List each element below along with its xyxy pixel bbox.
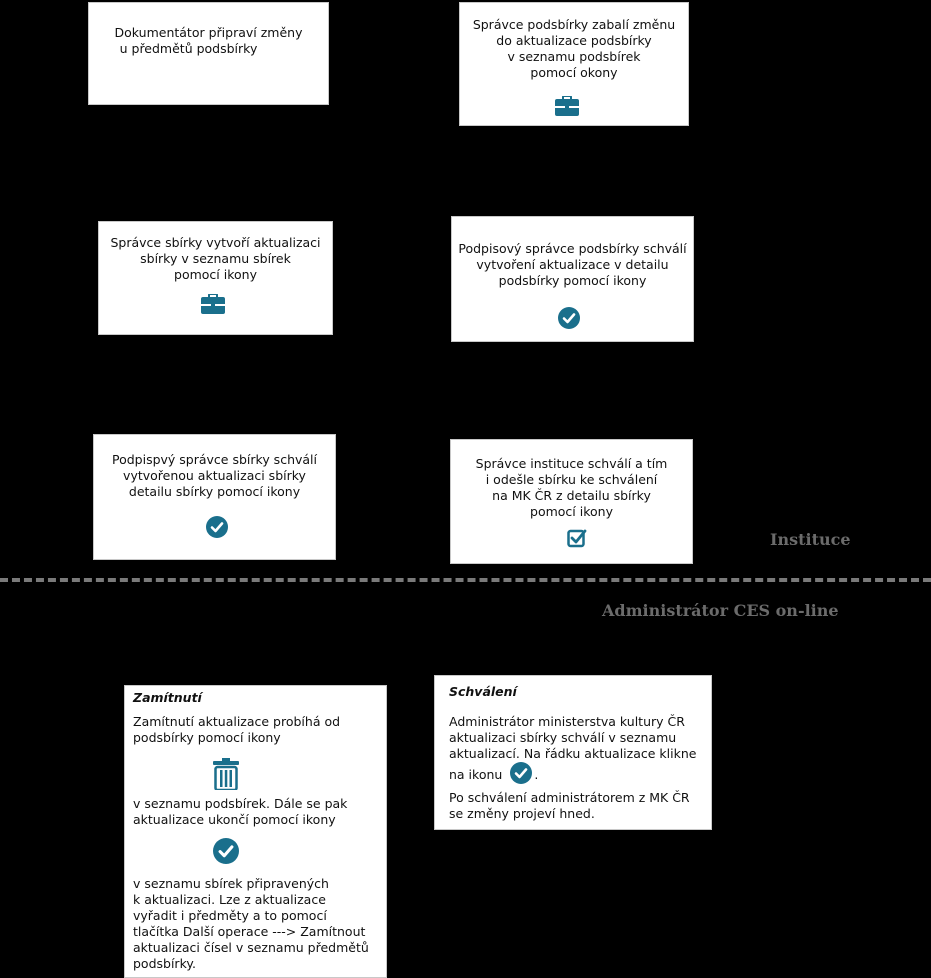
check-circle-icon: [558, 307, 580, 329]
check-square-icon: [567, 528, 587, 548]
note-text-line: Po schválení administrátorem z MK ČR: [449, 790, 690, 805]
note-text-line-with-icon: [449, 762, 705, 784]
step-prepare-changes: [88, 2, 329, 105]
step-package-change: [459, 2, 689, 126]
step-text-line: detailu sbírky pomocí ikony: [128, 484, 301, 499]
note-text-line: v seznamu podsbírek. Dále se pak: [133, 796, 348, 811]
step-text-line: Správce sbírky vytvoří aktualizaci: [110, 235, 321, 250]
approval-note: [434, 675, 712, 830]
note-text-line: vyřadit i předměty a to pomocí: [133, 908, 327, 923]
note-text-line: aktualizaci sbírky schválí v seznamu: [449, 730, 677, 745]
note-text-line: aktualizace ukončí pomocí ikony: [133, 812, 336, 827]
note-text-line: .: [534, 767, 539, 782]
note-text-line: Administrátor ministerstva kultury ČR: [449, 714, 685, 729]
rejection-title: Zamítnutí: [133, 690, 202, 705]
check-circle-icon: [510, 762, 532, 784]
step-text-line: vytvoření aktualizace v detailu: [476, 257, 669, 272]
briefcase-icon: [201, 294, 225, 314]
step-text-line: sbírky v seznamu sbírek: [140, 251, 291, 266]
step-institution-approve-send: [450, 439, 693, 564]
step-text-line: Správce instituce schválí a tím: [475, 456, 668, 471]
step-text-line: pomocí ikony: [174, 267, 257, 282]
step-text-line: podsbírky pomocí ikony: [498, 273, 647, 288]
note-text-line: na ikonu: [449, 767, 503, 782]
trash-icon: [213, 758, 239, 790]
step-text-line: pomocí ikony: [530, 504, 613, 519]
lane-label-admin: Administrátor CES on-line: [602, 601, 839, 620]
note-text-line: podsbírky pomocí ikony: [133, 730, 281, 745]
step-text-line: Správce podsbírky zabalí změnu: [472, 17, 676, 32]
step-text-line: u předmětů podsbírky: [119, 41, 258, 56]
note-text-line: aktualizací. Na řádku aktualizace klikne: [449, 746, 697, 761]
note-text-line: v seznamu sbírek připravených: [133, 876, 329, 891]
note-text-line: podsbírky.: [133, 956, 196, 971]
step-text-line: pomocí okony: [530, 65, 618, 80]
step-text-line: Podpisový správce podsbírky schválí: [458, 241, 687, 256]
lane-divider: [0, 578, 931, 582]
step-create-collection-update: [98, 221, 333, 335]
note-text-line: se změny projeví hned.: [449, 806, 595, 821]
step-text-line: do aktualizace podsbírky: [496, 33, 652, 48]
step-text-line: v seznamu podsbírek: [507, 49, 641, 64]
note-text-line: aktualizaci čísel v seznamu předmětů: [133, 940, 369, 955]
note-text-line: k aktualizaci. Lze z aktualizace: [133, 892, 326, 907]
step-text-line: i odešle sbírku ke schválení: [485, 472, 658, 487]
check-circle-icon: [213, 838, 239, 864]
check-circle-icon: [206, 516, 228, 538]
step-text-line: na MK ČR z detailu sbírky: [492, 488, 651, 503]
step-approve-subcollection-update: [451, 216, 694, 342]
step-text-line: Podpispvý správce sbírky schválí: [111, 452, 317, 467]
step-text-line: Dokumentátor připraví změny: [114, 25, 303, 40]
step-text-line: vytvořenou aktualizaci sbírky: [123, 468, 306, 483]
lane-label-institution: Instituce: [770, 530, 851, 549]
rejection-note: [124, 685, 387, 978]
approval-title: Schválení: [449, 684, 517, 699]
note-text-line: Zamítnutí aktualizace probíhá od: [133, 714, 341, 729]
note-text-line: tlačítka Další operace ---> Zamítnout: [133, 924, 366, 939]
briefcase-icon: [555, 96, 579, 116]
step-approve-collection-update: [93, 434, 336, 560]
